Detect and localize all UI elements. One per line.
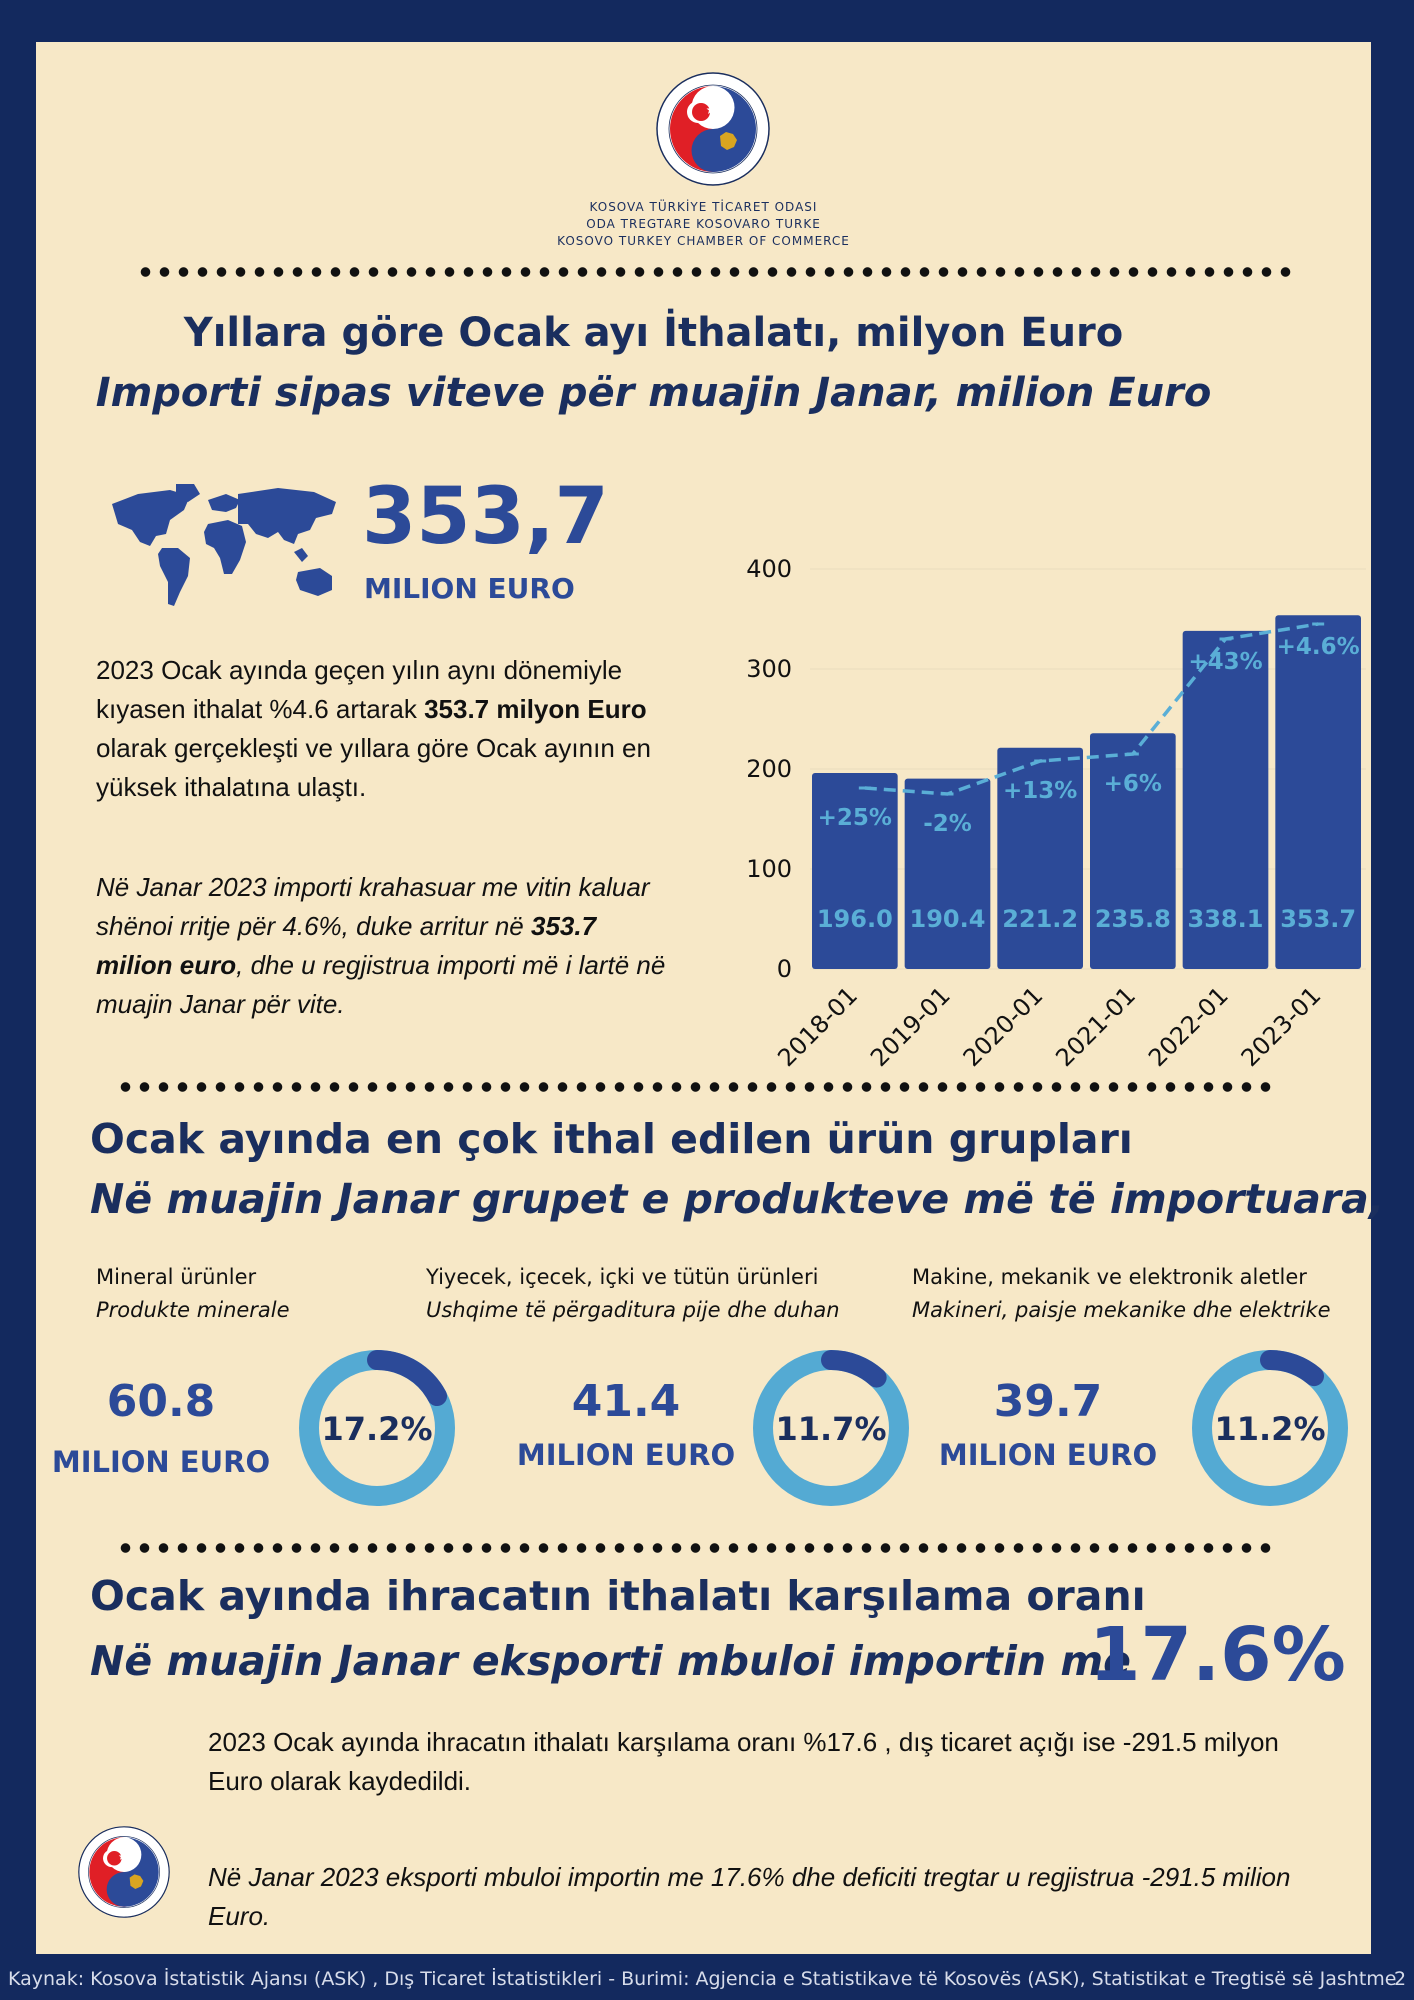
x-tick-label: 2023-01 (1235, 981, 1327, 1073)
section1-paragraph-sq (96, 868, 676, 1024)
page-panel (36, 42, 1385, 1954)
ring-share-label: 17.2% (321, 1410, 433, 1448)
x-tick-label: 2018-01 (772, 981, 864, 1073)
bar (812, 773, 898, 969)
footer (0, 1958, 1414, 2000)
x-tick-label: 2021-01 (1050, 981, 1142, 1073)
divider-top (136, 266, 1296, 278)
group-name-sq: Makineri, paisje mekanike dhe elektrike (912, 1298, 1331, 1322)
chamber-logo-small (78, 1826, 170, 1918)
y-tick-label: 300 (746, 655, 792, 683)
bar-value-label: 235.8 (1094, 905, 1171, 933)
growth-label: +4.6% (1276, 634, 1360, 660)
growth-label: +43% (1188, 649, 1263, 675)
group-value: 60.8 (106, 1376, 216, 1427)
bar-value-label: 338.1 (1187, 905, 1264, 933)
section2-title-tr: Ocak ayında en çok ithal edilen ürün grupları (90, 1115, 1133, 1163)
x-tick-label: 2020-01 (957, 981, 1049, 1073)
bar-value-label: 196.0 (816, 905, 893, 933)
section1-title-sq: Importi sipas viteve për muajin Janar, milion Euro (95, 370, 1212, 416)
footer-source: Kaynak: Kosova İstatistik Ajansı (ASK) , Dış Ticaret İstatistikleri - Burimi: Agjencia e Statistikave të Kosovës (ASK), Statistikat e Tregtisë së Jashtme (8, 1968, 1397, 1990)
y-tick-label: 100 (746, 855, 792, 883)
section3-paragraph-tr: 2023 Ocak ayında ihracatın ithalatı karşılama oranı %17.6 , dış ticaret açığı ise -291.5 milyon Euro olarak kaydedildi. (208, 1727, 1279, 1796)
ring-share-label: 11.2% (1214, 1410, 1326, 1448)
para-tr-part2: olarak gerçekleşti ve yıllara göre Ocak ayının en yüksek ithalatına ulaştı. (96, 733, 651, 802)
growth-label: +25% (817, 805, 892, 831)
group-name-tr: Mineral ürünler (96, 1265, 257, 1289)
section1-paragraph-tr (96, 651, 696, 807)
para-tr-part1: 2023 Ocak ayında geçen yılın aynı dönemiyle kıyasen ithalat %4.6 artarak (96, 655, 623, 724)
group-name-tr: Makine, mekanik ve elektronik aletler (912, 1265, 1307, 1289)
import-bar-chart (676, 502, 1376, 1102)
section2-title-sq: Në muajin Janar grupet e produkteve më të importuara, (90, 1175, 1385, 1223)
x-tick-label: 2019-01 (865, 981, 956, 1073)
group-name-sq: Ushqime të përgaditura pije dhe duhan (426, 1298, 840, 1322)
org-name-sq: ODA TREGTARE KOSOVARO TURKE (586, 217, 821, 231)
group-name-sq: Produkte minerale (96, 1298, 290, 1322)
divider-middle (116, 1081, 1276, 1093)
world-map-icon (104, 482, 346, 612)
chamber-logo (656, 72, 770, 186)
group-unit: MILION EURO (516, 1438, 736, 1472)
org-name-tr: KOSOVA TÜRKİYE TİCARET ODASI (589, 200, 818, 214)
section3-paragraph-sq: Në Janar 2023 eksporti mbuloi importin me 17.6% dhe deficiti tregtar u regjistrua -291.5 milion Euro. (208, 1862, 1291, 1931)
bar (1090, 733, 1176, 969)
headline-import-unit: MILION EURO (364, 572, 575, 605)
headline-import-value: 353,7 (362, 472, 609, 562)
bar-value-label: 190.4 (909, 905, 986, 933)
share-ring-chart (751, 1348, 911, 1508)
bar-value-label: 353.7 (1280, 905, 1357, 933)
divider-bottom (116, 1542, 1276, 1554)
group-name-tr: Yiyecek, içecek, içki ve tütün ürünleri (426, 1265, 819, 1289)
y-tick-label: 0 (776, 955, 792, 983)
org-name-en: KOSOVO TURKEY CHAMBER OF COMMERCE (557, 234, 850, 248)
y-tick-label: 400 (746, 555, 792, 583)
page-number: 2 (1394, 1968, 1407, 1990)
para-sq-part1: Në Janar 2023 importi krahasuar me vitin kaluar shënoi rritje për 4.6%, duke arritur në (96, 872, 650, 941)
para-tr-bold: 353.7 milyon Euro (424, 694, 647, 724)
coverage-ratio-value: 17.6% (1089, 1612, 1346, 1698)
growth-label: +6% (1103, 771, 1162, 797)
ring-share-label: 11.7% (775, 1410, 887, 1448)
growth-label: -2% (923, 811, 972, 837)
group-value: 41.4 (571, 1376, 681, 1427)
para-sq-bold: 353.7 milion euro (96, 911, 597, 980)
section3-title-sq: Në muajin Janar eksporti mbuloi importin me (90, 1637, 1131, 1685)
group-unit: MILION EURO (938, 1438, 1158, 1472)
group-unit: MILION EURO (51, 1445, 271, 1479)
y-tick-label: 200 (746, 755, 792, 783)
bar (905, 779, 991, 969)
group-value: 39.7 (993, 1376, 1103, 1427)
section1-title-tr: Yıllara göre Ocak ayı İthalatı, milyon Euro (183, 310, 1124, 356)
section3-title-tr: Ocak ayında ihracatın ithalatı karşılama oranı (90, 1572, 1146, 1620)
para-sq-part2: , dhe u regjistrua importi më i lartë në muajin Janar për vite. (96, 950, 666, 1019)
bar-value-label: 221.2 (1002, 905, 1079, 933)
share-ring-chart (297, 1348, 457, 1508)
x-tick-label: 2022-01 (1143, 981, 1234, 1073)
share-ring-chart (1190, 1348, 1350, 1508)
growth-label: +13% (1003, 778, 1078, 804)
